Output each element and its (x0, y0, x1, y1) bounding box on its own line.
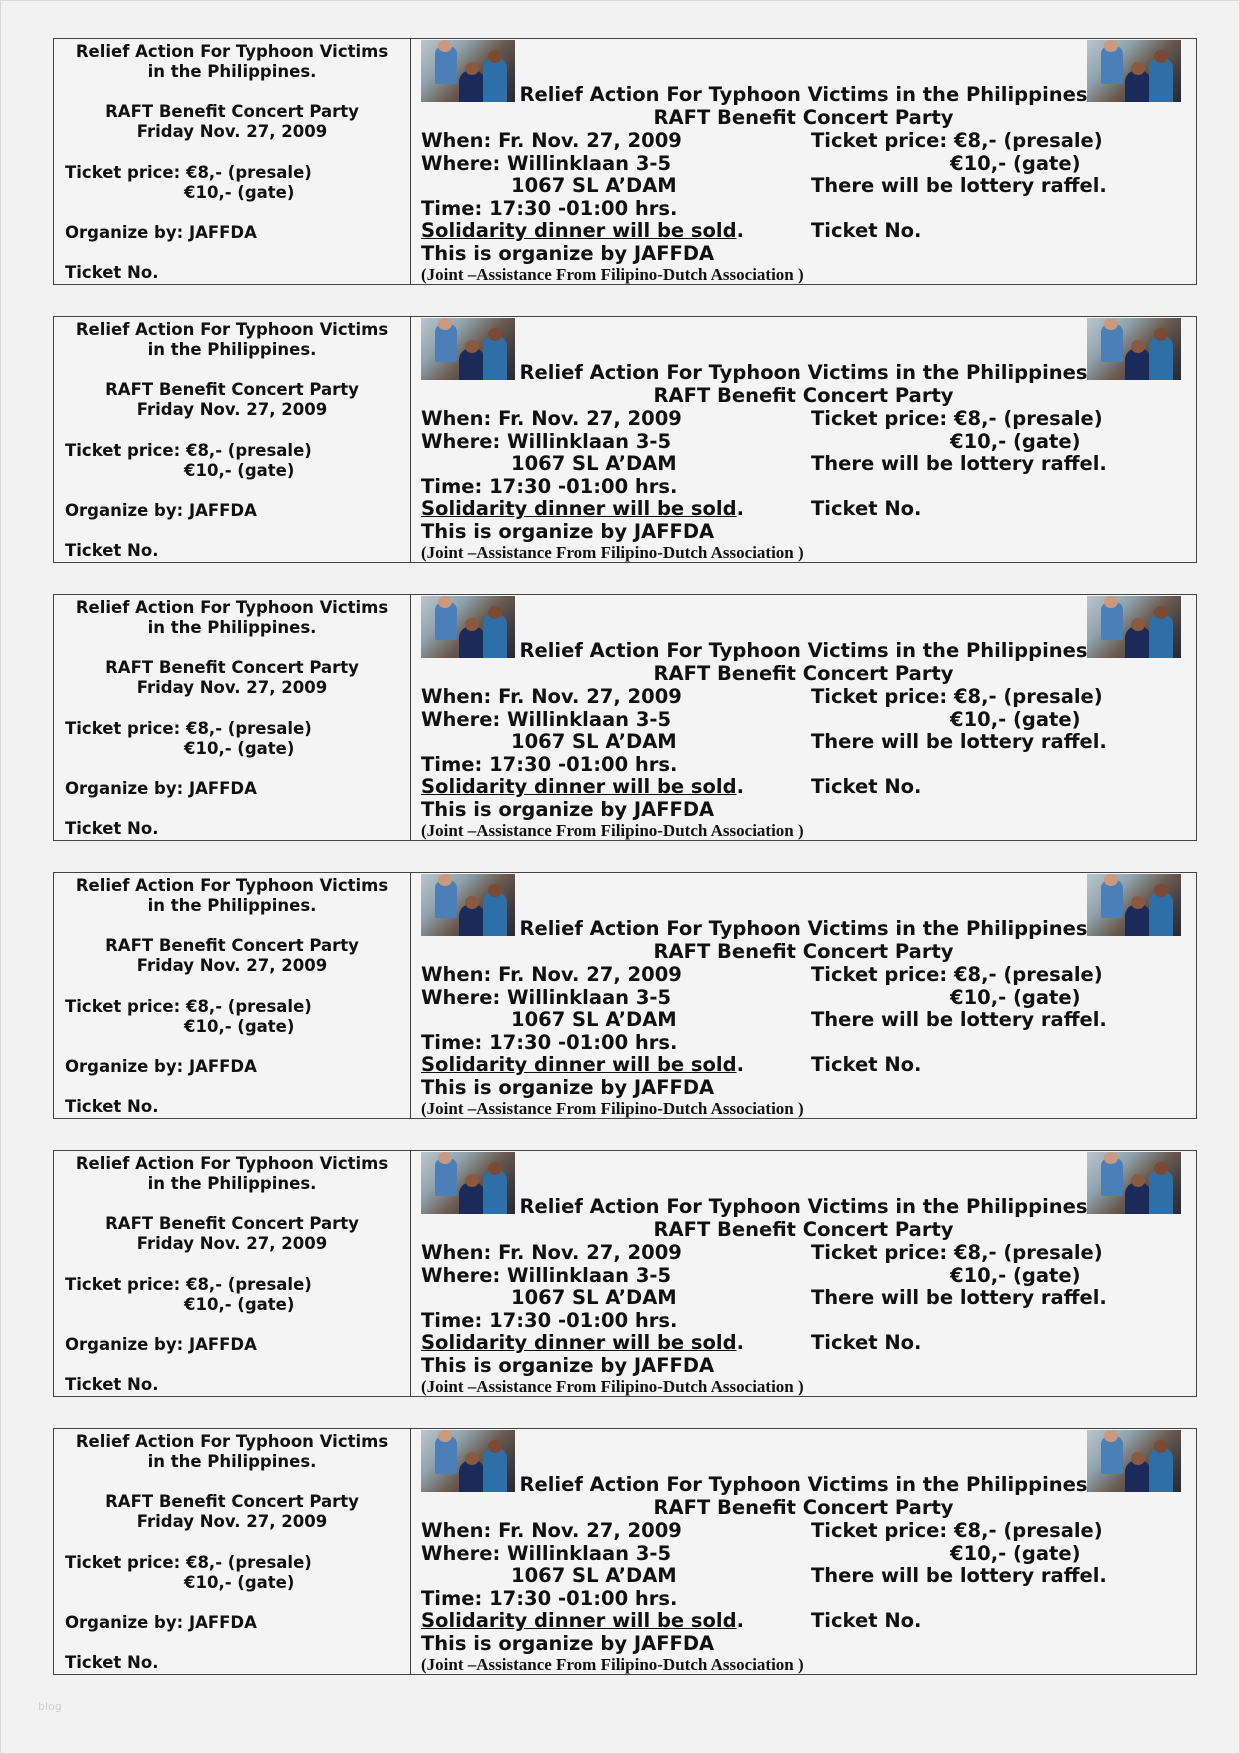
main-time: Time: 17:30 -01:00 hrs. (421, 1587, 678, 1610)
stub-ticket-no: Ticket No. (65, 541, 159, 560)
watermark: blog (38, 1700, 62, 1713)
main-dinner (421, 775, 744, 798)
main-postcode: 1067 SL A’DAM (511, 1008, 677, 1031)
stub-title-line2: in the Philippines. (147, 340, 317, 359)
stub-title-line2: in the Philippines. (147, 618, 317, 637)
main-where: Where: Willinklaan 3-5 (421, 708, 672, 731)
stub-title-line1: Relief Action For Typhoon Victims (75, 876, 389, 895)
main-price-presale: Ticket price: €8,- (presale) (811, 407, 1103, 430)
main-price-gate: €10,- (gate) (950, 1542, 1081, 1565)
main-dinner (421, 219, 744, 242)
main-ticket-no: Ticket No. (811, 497, 922, 520)
main-lottery: There will be lottery raffel. (811, 452, 1107, 475)
main-title: Relief Action For Typhoon Victims in the Philippines (519, 361, 1088, 384)
main-association: (Joint –Assistance From Filipino-Dutch Association ) (421, 543, 804, 562)
main-subtitle: RAFT Benefit Concert Party (653, 1496, 954, 1519)
ticket-main (411, 1429, 1196, 1674)
stub-organizer: Organize by: JAFFDA (65, 223, 257, 242)
stub-ticket-no: Ticket No. (65, 1375, 159, 1394)
main-time: Time: 17:30 -01:00 hrs. (421, 753, 678, 776)
main-when: When: Fr. Nov. 27, 2009 (421, 129, 682, 152)
main-dinner (421, 1331, 744, 1354)
dinner-period: . (736, 775, 744, 798)
main-when: When: Fr. Nov. 27, 2009 (421, 407, 682, 430)
main-subtitle: RAFT Benefit Concert Party (653, 662, 954, 685)
stub-price-presale: Ticket price: €8,- (presale) (65, 163, 312, 182)
ticket-main (411, 873, 1196, 1118)
stub-ticket-no: Ticket No. (65, 1097, 159, 1116)
main-lottery: There will be lottery raffel. (811, 174, 1107, 197)
main-subtitle: RAFT Benefit Concert Party (653, 1218, 954, 1241)
main-organized: This is organize by JAFFDA (421, 798, 715, 821)
main-where: Where: Willinklaan 3-5 (421, 1264, 672, 1287)
main-title: Relief Action For Typhoon Victims in the Philippines (519, 639, 1088, 662)
main-where: Where: Willinklaan 3-5 (421, 430, 672, 453)
main-title: Relief Action For Typhoon Victims in the Philippines (519, 917, 1088, 940)
main-organized: This is organize by JAFFDA (421, 242, 715, 265)
stub-price-gate: €10,- (gate) (184, 1295, 295, 1314)
ticket-stub (54, 39, 411, 284)
stub-title-line1: Relief Action For Typhoon Victims (75, 1432, 389, 1451)
main-price-presale: Ticket price: €8,- (presale) (811, 685, 1103, 708)
main-lottery: There will be lottery raffel. (811, 1564, 1107, 1587)
main-postcode: 1067 SL A’DAM (511, 1564, 677, 1587)
ticket (53, 38, 1197, 285)
main-lottery: There will be lottery raffel. (811, 1008, 1107, 1031)
main-association: (Joint –Assistance From Filipino-Dutch Association ) (421, 265, 804, 284)
ticket (53, 1150, 1197, 1397)
main-where: Where: Willinklaan 3-5 (421, 152, 672, 175)
ticket-stub (54, 873, 411, 1118)
main-where: Where: Willinklaan 3-5 (421, 986, 672, 1009)
main-organized: This is organize by JAFFDA (421, 520, 715, 543)
main-when: When: Fr. Nov. 27, 2009 (421, 1241, 682, 1264)
main-organized: This is organize by JAFFDA (421, 1076, 715, 1099)
stub-price-presale: Ticket price: €8,- (presale) (65, 997, 312, 1016)
stub-price-gate: €10,- (gate) (184, 461, 295, 480)
ticket (53, 316, 1197, 563)
stub-organizer: Organize by: JAFFDA (65, 1057, 257, 1076)
main-lottery: There will be lottery raffel. (811, 730, 1107, 753)
dinner-text: Solidarity dinner will be sold (421, 219, 737, 242)
dinner-period: . (736, 1609, 744, 1632)
ticket-main (411, 1151, 1196, 1396)
main-association: (Joint –Assistance From Filipino-Dutch Association ) (421, 1377, 804, 1396)
main-ticket-no: Ticket No. (811, 1609, 922, 1632)
stub-title-line2: in the Philippines. (147, 62, 317, 81)
stub-organizer: Organize by: JAFFDA (65, 779, 257, 798)
main-ticket-no: Ticket No. (811, 775, 922, 798)
main-price-gate: €10,- (gate) (950, 430, 1081, 453)
ticket (53, 872, 1197, 1119)
dinner-period: . (736, 1053, 744, 1076)
stub-date: Friday Nov. 27, 2009 (136, 956, 328, 975)
ticket (53, 594, 1197, 841)
ticket-main (411, 39, 1196, 284)
main-ticket-no: Ticket No. (811, 1331, 922, 1354)
ticket-main (411, 317, 1196, 562)
main-price-gate: €10,- (gate) (950, 1264, 1081, 1287)
main-dinner (421, 1609, 744, 1632)
stub-concert: RAFT Benefit Concert Party (105, 1492, 359, 1511)
main-association: (Joint –Assistance From Filipino-Dutch Association ) (421, 821, 804, 840)
main-title: Relief Action For Typhoon Victims in the Philippines (519, 1473, 1088, 1496)
main-time: Time: 17:30 -01:00 hrs. (421, 1309, 678, 1332)
ticket-main (411, 595, 1196, 840)
stub-price-presale: Ticket price: €8,- (presale) (65, 1275, 312, 1294)
main-postcode: 1067 SL A’DAM (511, 730, 677, 753)
main-organized: This is organize by JAFFDA (421, 1632, 715, 1655)
stub-ticket-no: Ticket No. (65, 263, 159, 282)
stub-date: Friday Nov. 27, 2009 (136, 678, 328, 697)
dinner-period: . (736, 1331, 744, 1354)
dinner-text: Solidarity dinner will be sold (421, 497, 737, 520)
main-organized: This is organize by JAFFDA (421, 1354, 715, 1377)
main-price-presale: Ticket price: €8,- (presale) (811, 1241, 1103, 1264)
main-postcode: 1067 SL A’DAM (511, 174, 677, 197)
stub-organizer: Organize by: JAFFDA (65, 1613, 257, 1632)
stub-concert: RAFT Benefit Concert Party (105, 102, 359, 121)
main-subtitle: RAFT Benefit Concert Party (653, 940, 954, 963)
ticket-stub (54, 1429, 411, 1674)
stub-organizer: Organize by: JAFFDA (65, 1335, 257, 1354)
main-subtitle: RAFT Benefit Concert Party (653, 384, 954, 407)
stub-price-gate: €10,- (gate) (184, 1573, 295, 1592)
stub-organizer: Organize by: JAFFDA (65, 501, 257, 520)
dinner-text: Solidarity dinner will be sold (421, 775, 737, 798)
main-price-presale: Ticket price: €8,- (presale) (811, 1519, 1103, 1542)
stub-price-gate: €10,- (gate) (184, 1017, 295, 1036)
stub-ticket-no: Ticket No. (65, 1653, 159, 1672)
dinner-text: Solidarity dinner will be sold (421, 1053, 737, 1076)
main-postcode: 1067 SL A’DAM (511, 1286, 677, 1309)
ticket-stub (54, 1151, 411, 1396)
main-subtitle: RAFT Benefit Concert Party (653, 106, 954, 129)
ticket-stub (54, 595, 411, 840)
stub-concert: RAFT Benefit Concert Party (105, 380, 359, 399)
main-association: (Joint –Assistance From Filipino-Dutch Association ) (421, 1655, 804, 1674)
stub-date: Friday Nov. 27, 2009 (136, 1234, 328, 1253)
main-ticket-no: Ticket No. (811, 219, 922, 242)
stub-title-line2: in the Philippines. (147, 896, 317, 915)
ticket-stub (54, 317, 411, 562)
stub-title-line2: in the Philippines. (147, 1452, 317, 1471)
main-title: Relief Action For Typhoon Victims in the Philippines (519, 83, 1088, 106)
stub-title-line1: Relief Action For Typhoon Victims (75, 1154, 389, 1173)
stub-price-presale: Ticket price: €8,- (presale) (65, 1553, 312, 1572)
stub-title-line1: Relief Action For Typhoon Victims (75, 598, 389, 617)
main-dinner (421, 1053, 744, 1076)
main-time: Time: 17:30 -01:00 hrs. (421, 1031, 678, 1054)
main-when: When: Fr. Nov. 27, 2009 (421, 963, 682, 986)
main-where: Where: Willinklaan 3-5 (421, 1542, 672, 1565)
main-price-gate: €10,- (gate) (950, 152, 1081, 175)
stub-title-line2: in the Philippines. (147, 1174, 317, 1193)
main-lottery: There will be lottery raffel. (811, 1286, 1107, 1309)
main-ticket-no: Ticket No. (811, 1053, 922, 1076)
stub-concert: RAFT Benefit Concert Party (105, 1214, 359, 1233)
dinner-text: Solidarity dinner will be sold (421, 1609, 737, 1632)
dinner-period: . (736, 497, 744, 520)
main-postcode: 1067 SL A’DAM (511, 452, 677, 475)
main-price-presale: Ticket price: €8,- (presale) (811, 963, 1103, 986)
main-price-gate: €10,- (gate) (950, 708, 1081, 731)
stub-title-line1: Relief Action For Typhoon Victims (75, 42, 389, 61)
stub-price-gate: €10,- (gate) (184, 739, 295, 758)
stub-price-gate: €10,- (gate) (184, 183, 295, 202)
dinner-text: Solidarity dinner will be sold (421, 1331, 737, 1354)
main-association: (Joint –Assistance From Filipino-Dutch Association ) (421, 1099, 804, 1118)
main-dinner (421, 497, 744, 520)
stub-date: Friday Nov. 27, 2009 (136, 400, 328, 419)
stub-price-presale: Ticket price: €8,- (presale) (65, 719, 312, 738)
main-when: When: Fr. Nov. 27, 2009 (421, 685, 682, 708)
stub-date: Friday Nov. 27, 2009 (136, 1512, 328, 1531)
dinner-period: . (736, 219, 744, 242)
ticket (53, 1428, 1197, 1675)
main-price-presale: Ticket price: €8,- (presale) (811, 129, 1103, 152)
main-time: Time: 17:30 -01:00 hrs. (421, 197, 678, 220)
main-price-gate: €10,- (gate) (950, 986, 1081, 1009)
stub-date: Friday Nov. 27, 2009 (136, 122, 328, 141)
stub-title-line1: Relief Action For Typhoon Victims (75, 320, 389, 339)
main-time: Time: 17:30 -01:00 hrs. (421, 475, 678, 498)
stub-concert: RAFT Benefit Concert Party (105, 936, 359, 955)
stub-price-presale: Ticket price: €8,- (presale) (65, 441, 312, 460)
stub-ticket-no: Ticket No. (65, 819, 159, 838)
main-when: When: Fr. Nov. 27, 2009 (421, 1519, 682, 1542)
main-title: Relief Action For Typhoon Victims in the Philippines (519, 1195, 1088, 1218)
stub-concert: RAFT Benefit Concert Party (105, 658, 359, 677)
